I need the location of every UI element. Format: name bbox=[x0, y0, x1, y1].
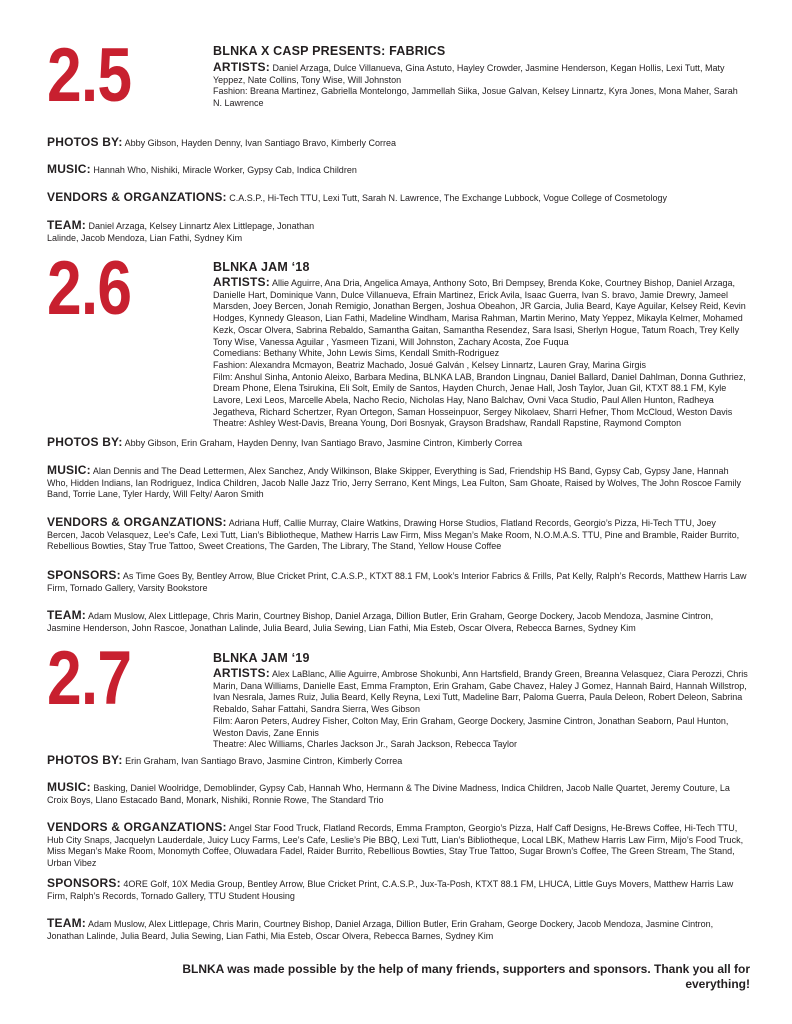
vendors-block bbox=[47, 822, 749, 870]
artists-label: ARTISTS: bbox=[213, 275, 270, 289]
photos-block bbox=[47, 137, 749, 150]
block-label: MUSIC: bbox=[47, 463, 91, 477]
vendors-block bbox=[47, 192, 749, 205]
music-block bbox=[47, 164, 749, 177]
film-line: Film: Aaron Peters, Audrey Fisher, Colton May, Erin Graham, George Dockery, Jasmine Cintron, Jonathan Seaborn, Paul Hunton, Weston Davis, Zane Ennis bbox=[213, 715, 729, 738]
block-label: PHOTOS BY: bbox=[47, 135, 123, 149]
block-text: As Time Goes By, Bentley Arrow, Blue Cricket Print, C.A.S.P., KTXT 88.1 FM, Look’s Interior Fabrics & Frills, Pat Kelly, Ralph’s Records, Matthew Harris Law Firm, Tornado Gallery, Varsity Bookstore bbox=[47, 571, 747, 593]
sponsors-block bbox=[47, 570, 749, 594]
section-number: 2.5 bbox=[47, 33, 132, 118]
artists-label: ARTISTS: bbox=[213, 60, 270, 74]
block-label: SPONSORS: bbox=[47, 568, 121, 582]
artists-line bbox=[213, 668, 748, 716]
section-credits bbox=[213, 668, 748, 751]
block-text: Abby Gibson, Hayden Denny, Ivan Santiago Bravo, Kimberly Correa bbox=[124, 138, 397, 148]
section-number: 2.6 bbox=[47, 246, 132, 331]
block-text: Adam Muslow, Alex Littlepage, Chris Marin, Courtney Bishop, Daniel Arzaga, Dillion Butler, Erin Graham, George Dockery, Jacob Mendoza, Jasmine Cintron, Jasmine Henderson, John Rascoe, Jonathan Lalinde, Julia Beard, Julia Sewing, Lian Fathi, Mia Esteb, Oscar Olvera, Rebecca Barnes, Sydney Kim bbox=[47, 611, 714, 633]
block-text: C.A.S.P., Hi-Tech TTU, Lexi Tutt, Sarah N. Lawrence, The Exchange Lubbock, Vogue College of Cosmetology bbox=[229, 193, 667, 203]
block-label: VENDORS & ORGANZATIONS: bbox=[47, 190, 227, 204]
block-text: Adam Muslow, Alex Littlepage, Chris Marin, Courtney Bishop, Daniel Arzaga, Dillion Butler, Erin Graham, George Dockery, Jacob Mendoza, Jasmine Cintron, Jonathan Lalinde, Julia Beard, Julia Sewing, Lian Fathi, Mia Esteb, Oscar Olvera, Rebecca Barnes, Sydney Kim bbox=[47, 919, 714, 941]
thank-you-footer: BLNKA was made possible by the help of many friends, supporters and sponsors. Thank you all for everything! bbox=[182, 962, 750, 991]
block-label: MUSIC: bbox=[47, 162, 91, 176]
block-label: TEAM: bbox=[47, 916, 86, 930]
section-title: BLNKA JAM ‘18 bbox=[213, 260, 310, 274]
block-text: Hannah Who, Nishiki, Miracle Worker, Gypsy Cab, Indica Children bbox=[93, 165, 357, 175]
comedians-line: Comedians: Bethany White, John Lewis Sims, Kendall Smith-Rodriguez bbox=[213, 348, 500, 359]
artists-list: Alex LaBlanc, Allie Aguirre, Ambrose Shokunbi, Ann Hartsfield, Brandy Green, Breanna Velasquez, Ciara Perozzi, Chris Marin, Dana Williams, Danielle East, Emma Frampton, Erin Graham, Gabe Chavez, Haley J Gomez, Hannah Baird, Hannah Willstrop, Ivan Nesrala, James Ruiz, Julia Beard, Kelly Reyna, Lexi Tutt, Madeline Barr, Paloma Guerra, Paula Deleon, Robert Deleon, Sabrina Rebaldo, Sahar Fattahi, Sandra Sierra, Wes Gibson bbox=[213, 669, 748, 715]
block-label: PHOTOS BY: bbox=[47, 753, 123, 767]
section-header bbox=[213, 44, 748, 110]
theatre-line: Theatre: Alec Williams, Charles Jackson Jr., Sarah Jackson, Rebecca Taylor bbox=[213, 739, 517, 750]
photos-block bbox=[47, 437, 749, 450]
section-number: 2.7 bbox=[47, 636, 132, 721]
block-label: SPONSORS: bbox=[47, 876, 121, 890]
photos-block bbox=[47, 755, 749, 768]
section-header bbox=[213, 651, 748, 751]
block-label: TEAM: bbox=[47, 218, 86, 232]
block-text: 4ORE Golf, 10X Media Group, Bentley Arrow, Blue Cricket Print, C.A.S.P., Jux-Ta-Posh, KTXT 88.1 FM, LHUCA, Little Guys Movers, Matthew Harris Law Firm, Ralph’s Records, Tornado Gallery, TTU Student Housing bbox=[47, 879, 734, 901]
team-block bbox=[47, 220, 347, 244]
block-text: Angel Star Food Truck, Flatland Records, Emma Frampton, Georgio’s Pizza, Half Caff Designs, He-Brews Coffee, Hi-Tech TTU, Hub City Snaps, Jacquelyn Lauderdale, Juicy Lucy Farms, Lee’s Cafe, Leslie’s Pie BBQ, Lexi Tutt, Lian’s Bibliotheque, Local LBK, Mathew Harris Law Firm, Mijo’s Food Truck, Miss Megan’s Make Room, Monomyth Coffee, Oluwadara Fadel, Raider Burrito, Rebellious Bowties, Stay True Tattoo, Sugar Brown’s Coffee, The Green Stream, The Stand, Urban Vibez bbox=[47, 823, 744, 869]
artists-line bbox=[213, 62, 748, 86]
block-label: MUSIC: bbox=[47, 780, 91, 794]
sponsors-block bbox=[47, 878, 749, 902]
artists-label: ARTISTS: bbox=[213, 666, 270, 680]
section-header bbox=[213, 260, 748, 430]
vendors-block bbox=[47, 517, 749, 553]
section-credits bbox=[213, 277, 748, 430]
block-label: TEAM: bbox=[47, 608, 86, 622]
fashion-line: Fashion: Alexandra Mcmayon, Beatriz Machado, Josué Galván , Kelsey Linnartz, Lauren Gray, Marina Girgis bbox=[213, 359, 647, 370]
team-block bbox=[47, 610, 749, 634]
theatre-line: Theatre: Ashley West-Davis, Breana Young, Dori Bosnyak, Grayson Bradshaw, Randall Rapstine, Raymond Compton bbox=[213, 418, 682, 429]
block-text: Basking, Daniel Woolridge, Demoblinder, Gypsy Cab, Hannah Who, Hermann & The Divine Madness, Indica Children, Jacob Nalle Quartet, Jeremy Couture, La Croix Boys, Llano Estacado Band, Monark, Nishiki, Ronnie Rowe, The Standard Trio bbox=[47, 783, 730, 805]
team-block bbox=[47, 918, 749, 942]
artists-list: Daniel Arzaga, Dulce Villanueva, Gina Astuto, Hayley Crowder, Jasmine Henderson, Kegan Hollis, Lexi Tutt, Maty Yeppez, Nate Collins, Tony Wise, Will Johnston bbox=[213, 63, 725, 85]
block-label: VENDORS & ORGANZATIONS: bbox=[47, 820, 227, 834]
section-credits bbox=[213, 62, 748, 110]
block-label: VENDORS & ORGANZATIONS: bbox=[47, 515, 227, 529]
block-text: Erin Graham, Ivan Santiago Bravo, Jasmine Cintron, Kimberly Correa bbox=[125, 756, 403, 766]
block-text: Alan Dennis and The Dead Lettermen, Alex Sanchez, Andy Wilkinson, Blake Skipper, Everything is Sad, Friendship HS Band, Gypsy Cab, Gypsy Jane, Hannah Who, Hidden Indians, Ian Rodriguez, Indica Children, Jacob Nalle Jazz Trio, Jerry Serrano, Kent Mings, Lea Fulton, Sam Ghoate, Raised by Wolves, The John Roscoe Family Band, Torrie Lane, Tyler Hardy, Will Felty/ Aaron Smith bbox=[47, 466, 742, 500]
film-line: Film: Anshul Sinha, Antonio Aleixo, Barbara Medina, BLNKA LAB, Brandon Lingnau, Daniel Ballard, Daniel Dahlman, Donna Guthriez, Dream Phone, Elena Tsirukina, Eli Solt, Emily de Santos, Hayden Church, Jenae Hall, Josh Taylor, Juan Gil, KTXT 88.1 FM, Kyle Lavore, Lexi Leos, Marcelle Abela, Nacho Recio, Nicholas Hay, Nano Balchav, Ovni Vaca Studio, Paul Allen Hunton, Radheya Jegatheva, Richard Schertzer, Ryan Ortegon, Saman Hosseinpuor, Sergey Nikolaev, Sharri Hefner, Thom McCloud, Weston Davis bbox=[213, 371, 746, 417]
block-label: PHOTOS BY: bbox=[47, 435, 123, 449]
artists-line bbox=[213, 277, 748, 348]
section-title: BLNKA X CASP PRESENTS: FABRICS bbox=[213, 44, 446, 58]
music-block bbox=[47, 782, 749, 806]
artists-list: Allie Aguirre, Ana Dria, Angelica Amaya, Anthony Soto, Bri Dempsey, Brenda Koke, Courtney Bishop, Daniel Arzaga, Danielle Hart, Dominique Vann, Dulce Villanueva, Efrain Martinez, Erick Avila, Isaac Guerra, Ivan S. bravo, Jamie Drewry, Jameel Marsden, Joey Bercen, Jonah Remigio, Jonathan Bergen, Joshua Obeahon, JR Garcia, Julia Beard, Kaye Aguilar, Kelsey Reid, Kevin Hodges, Kynnedy Gleason, Lian Fathi, Madeline Windham, Marisa Rahman, Martin Merino, Maty Yeppez, Mikayla Kelmer, Mohamed Kezk, Oscar Olvera, Sabrina Rebaldo, Samantha Gaitan, Samantha Resendez, Sara Isasi, Sherlyn Hogue, Tatum Roach, Trey Kelly Tony Wise, Vanessa Aguilar , Yasmeen Tizani, Will Johnston, Zachary Acosta, Zoe Fuqua bbox=[213, 278, 746, 347]
block-text: Abby Gibson, Erin Graham, Hayden Denny, Ivan Santiago Bravo, Jasmine Cintron, Kimberly Correa bbox=[124, 438, 523, 448]
music-block bbox=[47, 465, 749, 501]
section-title: BLNKA JAM ‘19 bbox=[213, 651, 310, 665]
fashion-line: Fashion: Breana Martinez, Gabriella Montelongo, Jammellah Siika, Josue Galvan, Kelsey Linnartz, Kyra Jones, Mona Maher, Sarah N. Lawrence bbox=[213, 86, 738, 109]
block-text: Daniel Arzaga, Kelsey Linnartz Alex Littlepage, Jonathan Lalinde, Jacob Mendoza, Lian Fathi, Sydney Kim bbox=[47, 221, 315, 243]
block-text: Adriana Huff, Callie Murray, Claire Watkins, Drawing Horse Studios, Flatland Records, Georgio’s Pizza, Hi-Tech TTU, Joey Bercen, Jacob Velasquez, Lee’s Cafe, Lexi Tutt, Lian’s Bibliotheque, Mathew Harris Law Firm, Miss Megan’s Make Room, N.O.M.A.S. TTU, Pine and Bramble, Raider Burrito, Rebellious Bowties, Stay True Tattoo, Sweet Creations, The Garden, The Library, The Stand, Yellow House Coffee bbox=[47, 518, 740, 552]
